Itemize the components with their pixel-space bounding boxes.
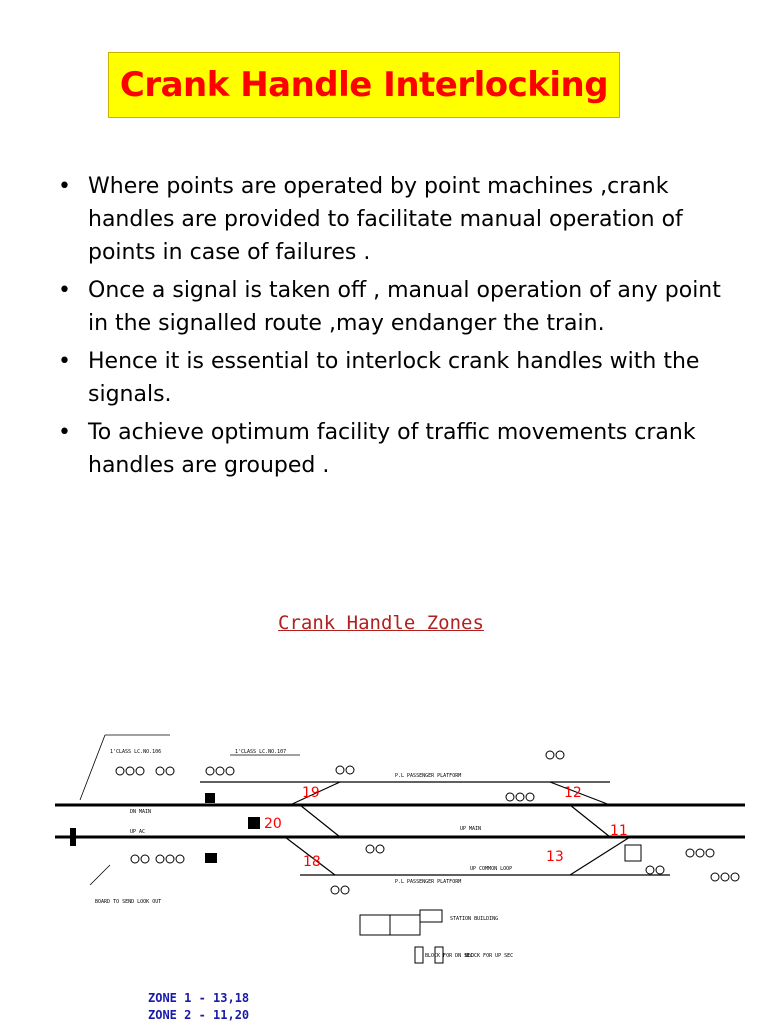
figure-title: Crank Handle Zones <box>278 612 484 634</box>
bullet-dot: • <box>58 174 71 199</box>
track-layout-diagram <box>50 725 750 975</box>
svg-text:P.L PASSENGER PLATFORM: P.L PASSENGER PLATFORM <box>395 879 462 885</box>
bullet-list <box>58 170 738 487</box>
svg-text:BLOCK FOR DN SEC: BLOCK FOR DN SEC <box>425 953 474 959</box>
bullet-text: To achieve optimum facility of traffic movements crank handles are grouped . <box>88 420 696 478</box>
bullet-text: Where points are operated by point machines ,crank handles are provided to facilitate manual operation of points in case of failures . <box>88 174 683 265</box>
point-label-18: 18 <box>303 854 321 870</box>
zone-2: ZONE 2 - 11,20 <box>148 1008 250 1022</box>
bullet-item <box>58 416 738 482</box>
slide-title: Crank Handle Interlocking <box>119 65 609 105</box>
point-label-20: 20 <box>264 816 282 832</box>
svg-text:BOARD TO SEND LOOK OUT: BOARD TO SEND LOOK OUT <box>95 899 162 905</box>
bullet-dot: • <box>58 349 71 374</box>
point-label-13: 13 <box>546 849 564 865</box>
bullet-item <box>58 274 738 340</box>
svg-text:UP COMMON LOOP: UP COMMON LOOP <box>470 866 513 872</box>
svg-text:UP AC: UP AC <box>130 829 146 835</box>
bullet-dot: • <box>58 420 71 445</box>
bullet-item <box>58 345 738 411</box>
svg-text:1'CLASS LC.NO.106: 1'CLASS LC.NO.106 <box>110 749 162 755</box>
svg-text:DN MAIN: DN MAIN <box>130 809 152 815</box>
point-label-12: 12 <box>564 785 582 801</box>
svg-text:BLOCK FOR UP SEC: BLOCK FOR UP SEC <box>465 953 514 959</box>
svg-text:P.L PASSENGER PLATFORM: P.L PASSENGER PLATFORM <box>395 773 462 779</box>
bullet-dot: • <box>58 278 71 303</box>
bullet-text: Once a signal is taken off , manual operation of any point in the signalled route ,may endanger the train. <box>88 278 721 336</box>
point-label-19: 19 <box>302 785 320 801</box>
bullet-text: Hence it is essential to interlock crank handles with the signals. <box>88 349 700 407</box>
point-label-11: 11 <box>610 823 628 839</box>
zone-list <box>148 990 249 1024</box>
title-box <box>108 52 620 118</box>
bullet-item <box>58 170 738 269</box>
svg-text:STATION BUILDING: STATION BUILDING <box>450 916 499 922</box>
svg-text:1'CLASS LC.NO.107: 1'CLASS LC.NO.107 <box>235 749 287 755</box>
zone-1: ZONE 1 - 13,18 <box>148 991 250 1005</box>
svg-text:UP MAIN: UP MAIN <box>460 826 482 832</box>
